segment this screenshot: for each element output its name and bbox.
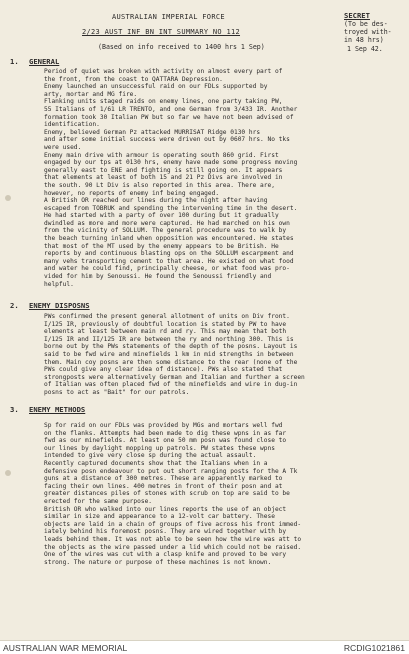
- based-on-note: (Based on info received to 1400 hrs 1 Sep): [98, 43, 265, 51]
- text-line: guns at a distance of 300 metres. These are apparently marked to: [44, 475, 283, 483]
- section-body: [44, 68, 396, 288]
- text-line: escaped from TOBRUK and spending the intervening time in the desert.: [44, 204, 298, 212]
- text-line: Recently captured documents show that the Italians when in a: [44, 459, 268, 467]
- section-number: 1.: [10, 57, 19, 66]
- archive-name: AUSTRALIAN WAR MEMORIAL: [3, 643, 128, 653]
- destroy-note-2: troyed with-: [344, 28, 392, 36]
- archive-footer: [0, 640, 409, 654]
- doc-date: 1 Sep 42.: [347, 45, 383, 53]
- text-line: reports by and continuous blasting ops on the SOLLUM escarpment and: [44, 250, 294, 258]
- text-line: the south. 90 Lt Div is also reported in this area. There are,: [44, 181, 275, 189]
- text-line: generally east to ENE and fighting is still going on. It appears: [44, 166, 283, 174]
- text-line: elements at least between main rd and ry. This may mean that both: [44, 328, 287, 336]
- text-line: arty, mortar and MG fire.: [44, 90, 138, 98]
- text-line: Enemy launched an unsuccessful raid on our FDLs supported by: [44, 83, 268, 91]
- text-line: Sp for raid on our FDLs was provided by MGs and mortars well fwd: [44, 422, 283, 429]
- text-line: defensive posn endeavour to put out short ranging posts for the A Tk: [44, 467, 298, 475]
- text-line: that elements at least of both 15 and 21 Pz Divs are involved in: [44, 174, 283, 182]
- section-body: [44, 422, 396, 566]
- text-line: fwd as our minefields. At least one 50 mm posn was found close to: [44, 437, 287, 445]
- text-line: greater distances piles of stones with scrub on top are said to be: [44, 490, 290, 498]
- secret-stamp: SECRET: [344, 11, 370, 20]
- text-line: and after some initial success were driven out by 0607 hrs. No tks: [44, 136, 290, 144]
- section-number: 3.: [10, 405, 19, 414]
- text-line: identification.: [44, 121, 100, 129]
- text-line: them. Main coy posns are then some distance to the rear (none of the: [44, 358, 298, 366]
- punch-hole: [5, 195, 11, 201]
- text-line: Period of quiet was broken with activity on almost every part of: [44, 68, 283, 75]
- text-line: PWs could give any clear idea of distance). PWs also stated that: [44, 366, 283, 374]
- text-line: engaged by our tps at 0130 hrs, enemy have made some progress moving: [44, 159, 298, 167]
- text-line: the beach turning inland when opposition was encountered. He states: [44, 235, 294, 243]
- text-line: however, no reports of enemy inf being engaged.: [44, 189, 220, 197]
- destroy-note-1: (To be des-: [344, 20, 388, 28]
- text-line: facing their own lines. 400 metres in front of their posn and at: [44, 482, 283, 490]
- text-line: formation took 30 Italian PW but so far we have not been advised of: [44, 113, 294, 121]
- text-line: Enemy, believed German Pz attacked MURRISAT Ridge 0130 hrs: [44, 128, 261, 136]
- text-line: said to be fwd wire and minefields 1 km in mid strengths in between: [44, 350, 294, 358]
- text-line: I/125 IR and II/125 IR are between the ry and northing 300. This is: [44, 335, 294, 343]
- text-line: vided for him by Senoussi. He found the Senoussi friendly and: [44, 273, 272, 281]
- text-line: strongposts were alternatively German and Italian and further a screen: [44, 373, 305, 381]
- text-line: posns to act as "Bait" for our patrols.: [44, 388, 190, 396]
- text-line: many vehs transporting cement to that area. He existed on what food: [44, 257, 294, 265]
- section-title: GENERAL: [29, 57, 60, 66]
- text-line: objects are laid in a chain of groups of five across his front immed-: [44, 520, 302, 528]
- text-line: Enemy main drive with armour is operating south 860 grid. First: [44, 151, 279, 159]
- text-line: PWs confirmed the present general allotment of units on Div front.: [44, 313, 290, 320]
- archive-id: RCDIG1021861: [343, 643, 405, 653]
- text-line: iately behind his foremost posns. They are wired together with by: [44, 528, 287, 536]
- section-body: [44, 313, 396, 397]
- text-line: dwindled as more and more were captured. He had marched on his own: [44, 219, 290, 227]
- text-line: British OR who walked into our lines reports the use of an object: [44, 505, 287, 513]
- section-number: 2.: [10, 301, 19, 310]
- text-line: our lines by daylight mopping up patrols. PW states these wpns: [44, 444, 275, 452]
- text-line: and water he could find, principally cheese, or what food was pro-: [44, 265, 290, 273]
- text-line: A British OR reached our lines during the night after having: [44, 197, 268, 205]
- doc-title: AUSTRALIAN IMPERIAL FORCE: [112, 13, 225, 21]
- destroy-note-3: in 48 hrs): [344, 36, 384, 44]
- text-line: helpful.: [44, 280, 74, 288]
- text-line: were used.: [44, 143, 82, 151]
- text-line: the objects as the wire passed under a lid which could not be raised.: [44, 543, 302, 551]
- text-line: borne out by the PWs statements of the depth of the posns. Layout is: [44, 343, 298, 351]
- text-line: One of the wires was cut with a clasp knife and proved to be very: [44, 551, 287, 559]
- text-line: erected for the same purpose.: [44, 497, 153, 505]
- text-line: on the flanks. Attempts had been made to dig these wpns in as far: [44, 429, 287, 437]
- text-line: of Italian was often placed fwd of the minefields and wire in dug-in: [44, 381, 298, 389]
- text-line: the front, from the coast to QATTARA Depression.: [44, 75, 223, 83]
- text-line: from the vicinity of SOLLUM. The general procedure was to walk by: [44, 227, 287, 235]
- punch-hole: [5, 470, 11, 476]
- text-line: intended to give very close sp during the actual assault.: [44, 452, 257, 460]
- section-title: ENEMY DISPOSNS: [29, 301, 90, 310]
- text-line: Flanking units staged raids on enemy lines, one party taking PW,: [44, 98, 283, 106]
- text-line: leads behind them. It was not able to be seen how the wire was att to: [44, 535, 302, 543]
- text-line: 55 Italians of 1/61 LR TRENTO, and one German from 3/433 IR. Another: [44, 105, 298, 113]
- text-line: He had started with a party of over 100 during but it gradually: [44, 212, 279, 220]
- text-line: I/125 IR, previously of doubtful location is stated by PW to have: [44, 320, 287, 328]
- text-line: similar in size and appearance to a 12-volt car battery. These: [44, 513, 275, 521]
- text-line: that most of the MT used by the enemy appears to be British. He: [44, 242, 279, 250]
- summary-title: 2/23 AUST INF BN INT SUMMARY NO 112: [82, 28, 241, 36]
- text-line: strong. The nature or purpose of these machines is not known.: [44, 558, 272, 566]
- section-title: ENEMY METHODS: [29, 405, 86, 414]
